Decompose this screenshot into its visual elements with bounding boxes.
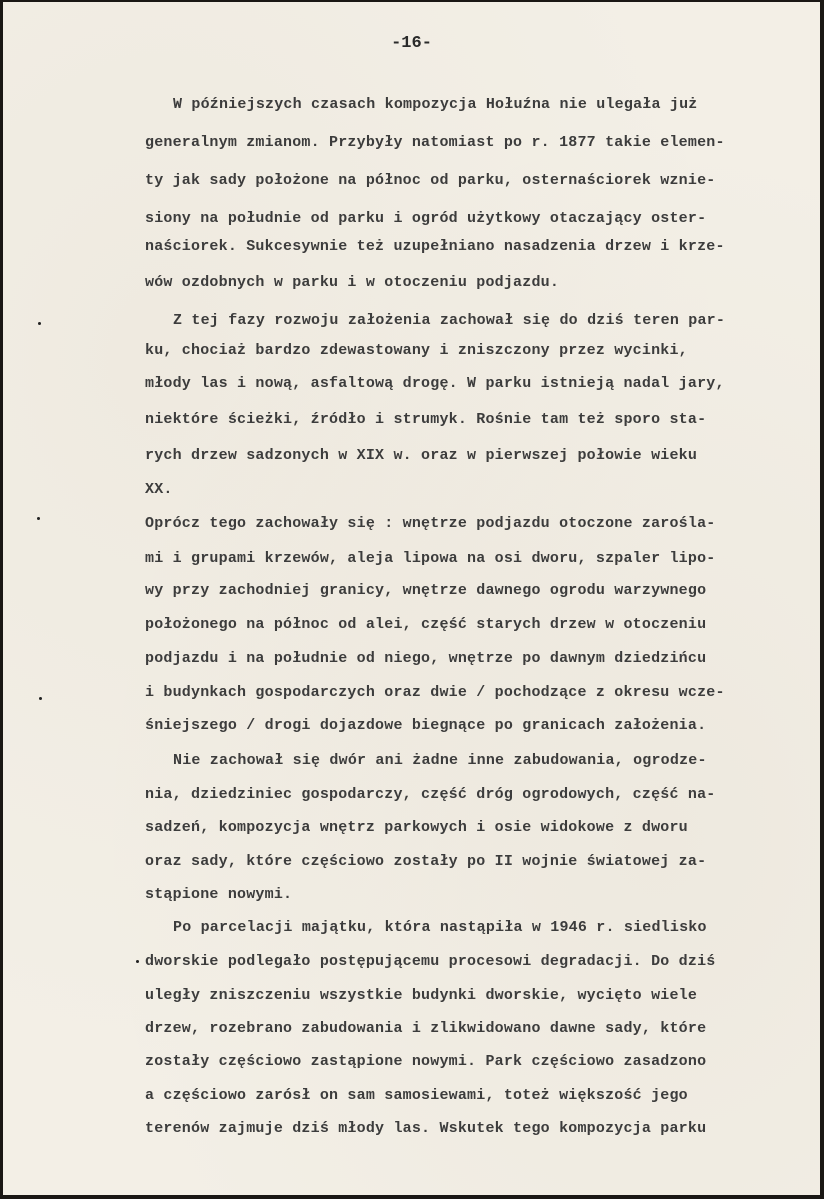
- text-line: nia, dziedziniec gospodarczy, część dróg ogrodowych, część na-: [145, 786, 716, 803]
- text-line: mi i grupami krzewów, aleja lipowa na osi dworu, szpaler lipo-: [145, 550, 716, 567]
- text-line: ty jak sady położone na północ od parku, osternaściorek wznie-: [145, 172, 716, 189]
- margin-mark: [38, 322, 41, 325]
- text-line: uległy zniszczeniu wszystkie budynki dworskie, wycięto wiele: [145, 987, 698, 1004]
- text-line: podjazdu i na południe od niego, wnętrze po dawnym dziedzińcu: [145, 650, 707, 667]
- text-line: a częściowo zarósł on sam samosiewami, toteż większość jego: [145, 1087, 688, 1104]
- text-line: sadzeń, kompozycja wnętrz parkowych i osie widokowe z dworu: [145, 819, 688, 836]
- text-line: terenów zajmuje dziś młody las. Wskutek tego kompozycja parku: [145, 1120, 707, 1137]
- text-line: wów ozdobnych w parku i w otoczeniu podjazdu.: [145, 274, 560, 291]
- text-line: Oprócz tego zachowały się : wnętrze podjazdu otoczone zarośla-: [145, 515, 716, 532]
- text-line: rych drzew sadzonych w XIX w. oraz w pierwszej połowie wieku: [145, 447, 698, 464]
- text-line: siony na południe od parku i ogród użytkowy otaczający oster-: [145, 210, 707, 227]
- text-line: W późniejszych czasach kompozycja Hołuźna nie ulegała już: [173, 96, 698, 113]
- text-line: młody las i nową, asfaltową drogę. W parku istnieją nadal jary,: [145, 375, 725, 392]
- document-page: [3, 2, 820, 1195]
- text-line: ku, chociaż bardzo zdewastowany i zniszczony przez wycinki,: [145, 342, 688, 359]
- text-line: dworskie podlegało postępującemu procesowi degradacji. Do dziś: [145, 953, 716, 970]
- margin-mark: [39, 697, 42, 700]
- text-line: Z tej fazy rozwoju założenia zachował się do dziś teren par-: [173, 312, 726, 329]
- text-line: naściorek. Sukcesywnie też uzupełniano nasadzenia drzew i krze-: [145, 238, 725, 255]
- text-line: Nie zachował się dwór ani żadne inne zabudowania, ogrodze-: [173, 752, 707, 769]
- text-line: wy przy zachodniej granicy, wnętrze dawnego ogrodu warzywnego: [145, 582, 707, 599]
- text-line: i budynkach gospodarczych oraz dwie / pochodzące z okresu wcze-: [145, 684, 725, 701]
- page-number: -16-: [391, 34, 432, 53]
- text-line: drzew, rozebrano zabudowania i zlikwidowano dawne sady, które: [145, 1020, 707, 1037]
- text-line: położonego na północ od alei, część starych drzew w otoczeniu: [145, 616, 707, 633]
- margin-mark: [37, 517, 40, 520]
- text-line: oraz sady, które częściowo zostały po II wojnie światowej za-: [145, 853, 707, 870]
- text-line: XX.: [145, 481, 173, 498]
- text-line: generalnym zmianom. Przybyły natomiast po r. 1877 takie elemen-: [145, 134, 725, 151]
- text-line: stąpione nowymi.: [145, 886, 293, 903]
- text-line: Po parcelacji majątku, która nastąpiła w 1946 r. siedlisko: [173, 919, 707, 936]
- margin-mark: [136, 960, 139, 963]
- text-line: zostały częściowo zastąpione nowymi. Park częściowo zasadzono: [145, 1053, 707, 1070]
- text-line: niektóre ścieżki, źródło i strumyk. Rośnie tam też sporo sta-: [145, 411, 707, 428]
- text-line: śniejszego / drogi dojazdowe biegnące po granicach założenia.: [145, 717, 707, 734]
